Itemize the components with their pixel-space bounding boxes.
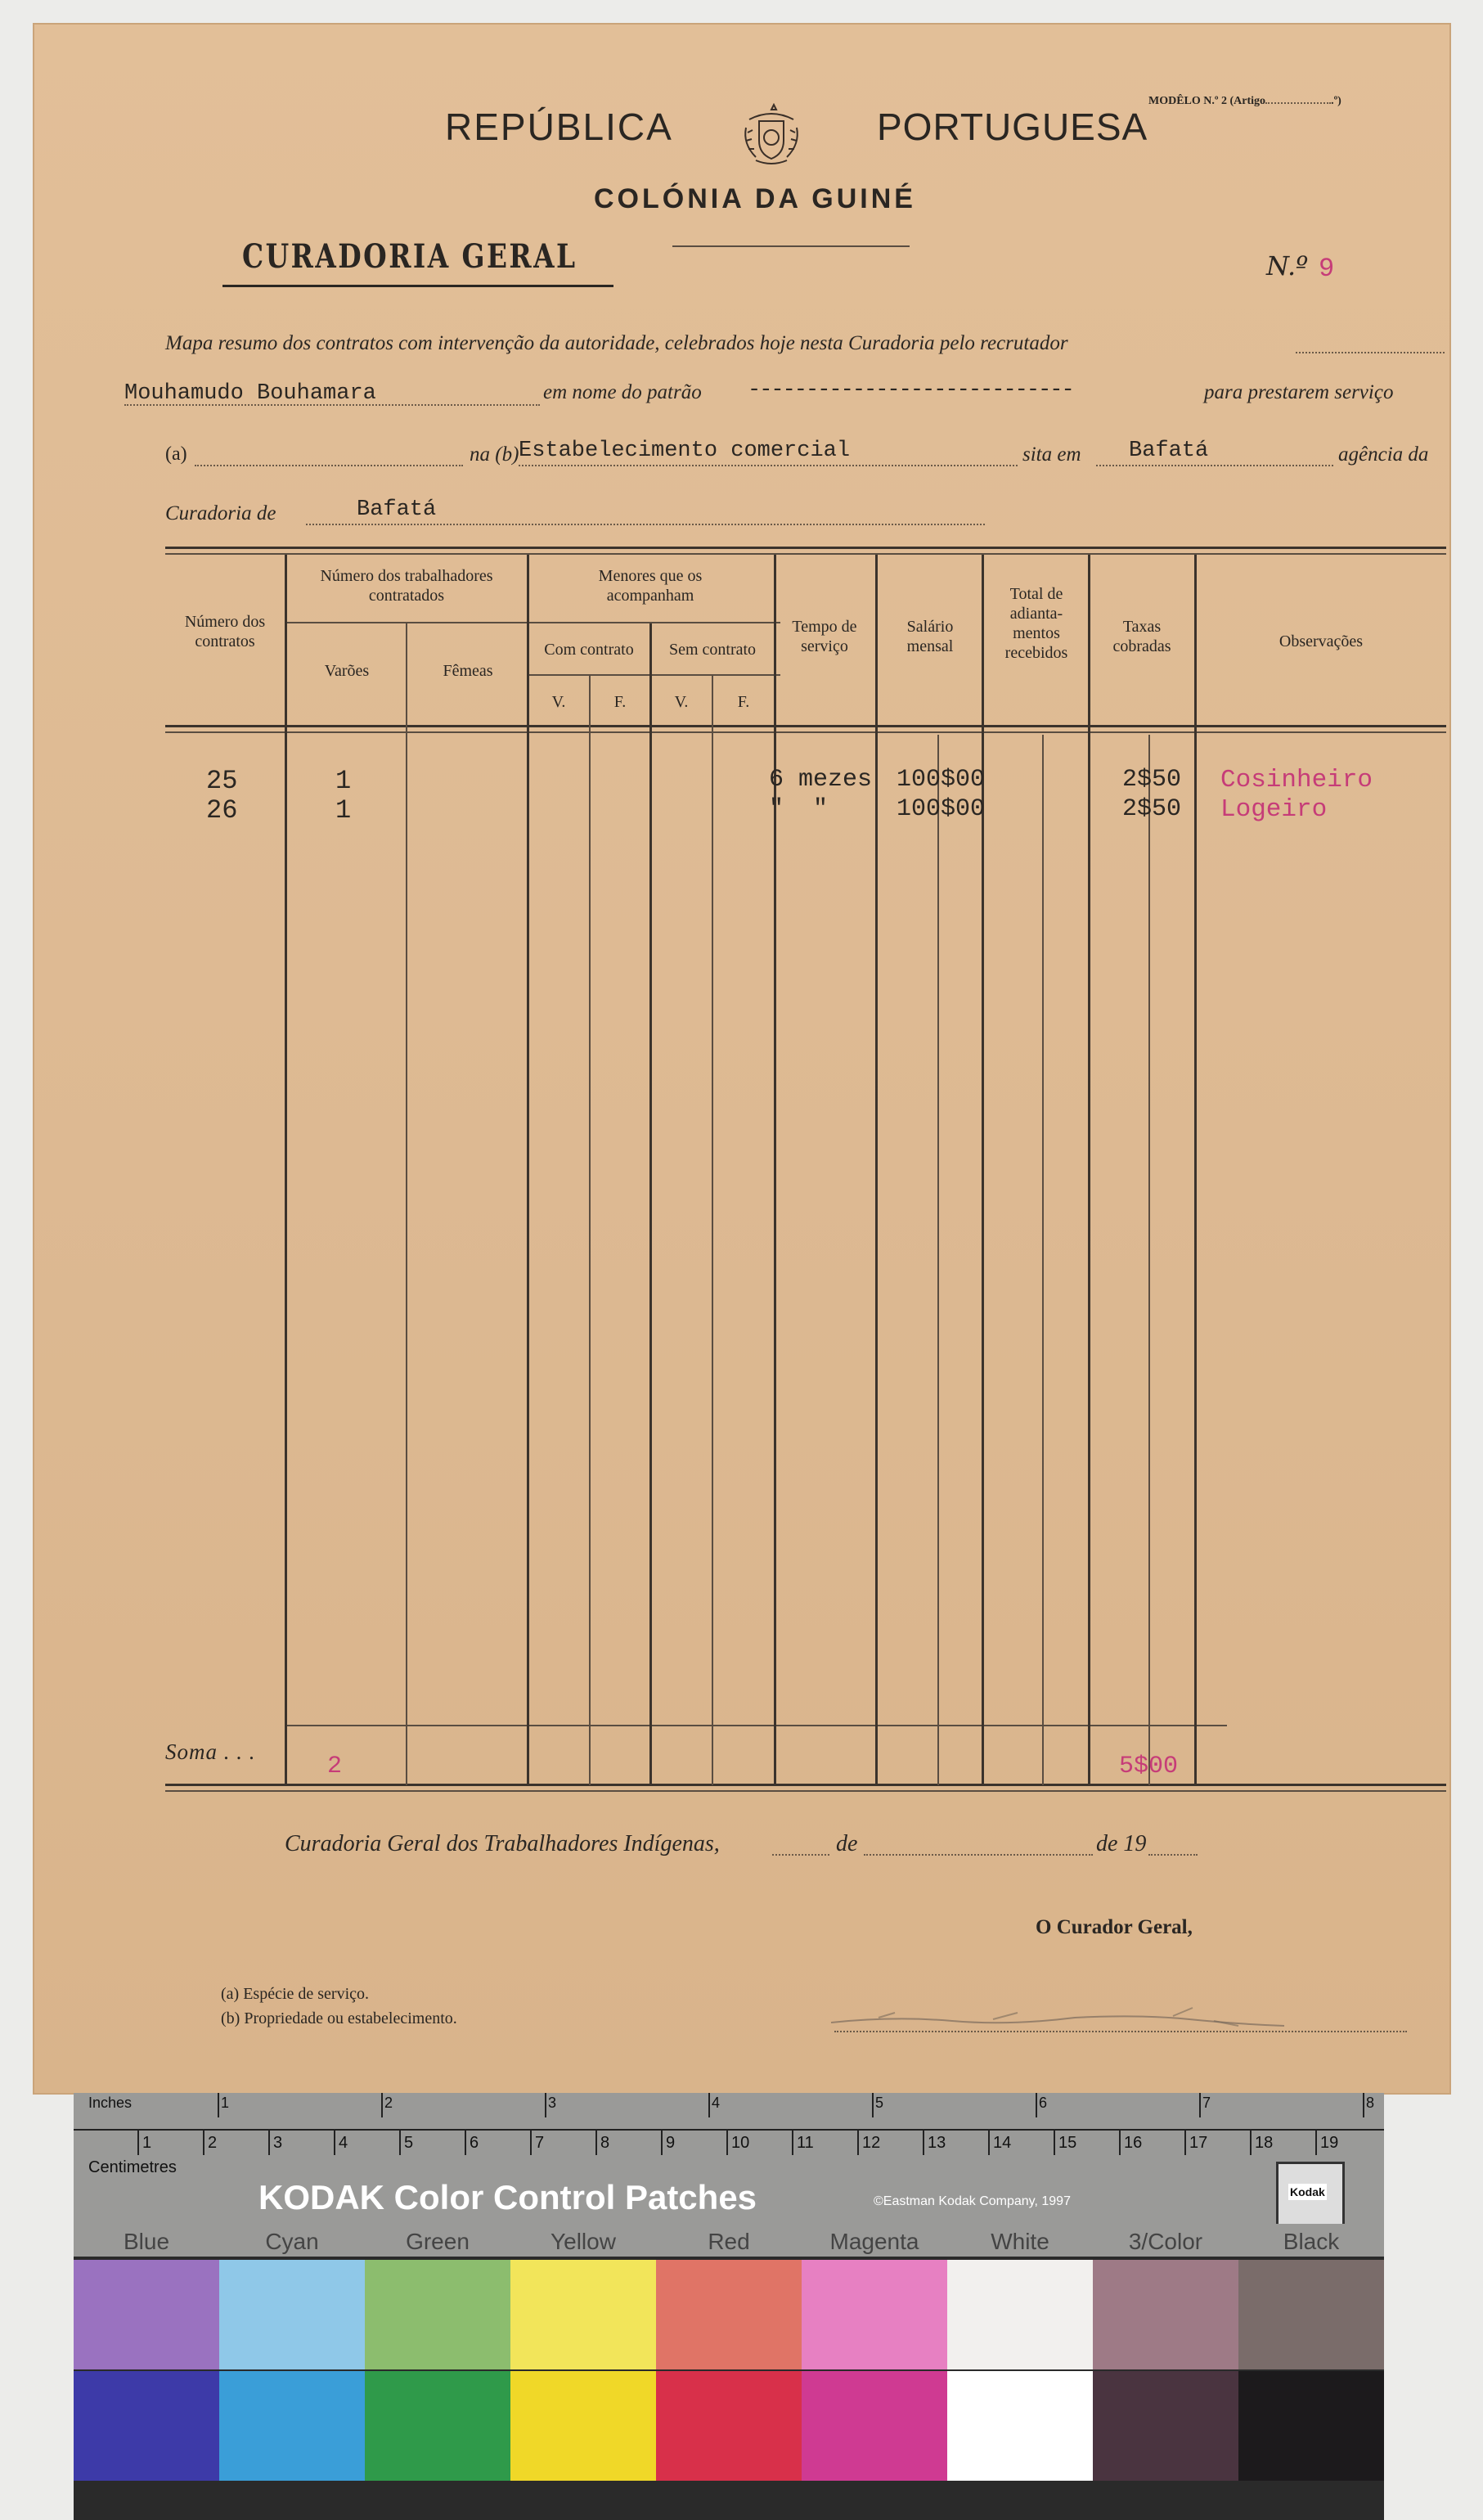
patch-label-white: White (991, 2229, 1049, 2254)
cm-tick (268, 2131, 270, 2155)
cm-tick (530, 2131, 532, 2155)
header-divider (672, 245, 910, 247)
inch-number-8: 8 (1366, 2095, 1375, 2111)
row2-varoes: 1 (335, 795, 352, 826)
cm-tick (1054, 2131, 1055, 2155)
cm-tick (1184, 2131, 1186, 2155)
inch-number-3: 3 (548, 2095, 557, 2111)
inch-tick (1363, 2093, 1364, 2117)
row1-tempo: 6 mezes (769, 766, 873, 794)
cm-tick (988, 2131, 990, 2155)
soma-taxas: 5$00 (1119, 1753, 1179, 1780)
table-top-rule-2 (165, 553, 1446, 555)
color-patch-top-9 (1238, 2260, 1384, 2369)
patch-label-black: Black (1283, 2229, 1340, 2254)
row1-taxas: 2$50 (1122, 766, 1182, 794)
color-patch-top-7 (947, 2260, 1093, 2369)
color-patch-top-4 (510, 2260, 656, 2369)
color-patch-top-1 (74, 2260, 219, 2369)
inch-number-1: 1 (221, 2095, 230, 2111)
inch-number-2: 2 (384, 2095, 393, 2111)
cm-tick (334, 2131, 335, 2155)
curadoria-de-label: Curadoria de (165, 502, 276, 524)
header-taxas: Taxas cobradas (1112, 618, 1171, 655)
numero-label: N.º (1266, 250, 1309, 281)
modelo-end: .º) (1331, 95, 1341, 107)
row2-tempo: " " (769, 795, 829, 823)
header-total: Total de adianta-mentos recebidos (1004, 585, 1068, 662)
cm-number-7: 7 (535, 2134, 545, 2152)
soma-varoes: 2 (327, 1753, 343, 1780)
col-divider-8 (875, 555, 878, 1785)
patch-label-yellow: Yellow (551, 2229, 616, 2254)
modelo-text: MODÊLO N.º 2 (Artigo (1148, 95, 1266, 107)
color-patch-bottom-1 (74, 2371, 219, 2481)
estabelecimento-value: Estabelecimento comercial (519, 439, 851, 463)
cm-number-8: 8 (600, 2134, 610, 2152)
kodak-logo-icon (1276, 2162, 1345, 2229)
color-patch-top-3 (365, 2260, 510, 2369)
inch-tick (381, 2093, 383, 2117)
ruler-divider (74, 2129, 1384, 2131)
cm-tick (857, 2131, 859, 2155)
kodak-title: KODAK Color Control Patches (258, 2178, 757, 2216)
cm-tick (726, 2131, 728, 2155)
cm-number-5: 5 (404, 2134, 414, 2152)
cm-number-2: 2 (208, 2134, 218, 2152)
col-divider-2 (406, 623, 407, 1785)
cm-number-17: 17 (1189, 2134, 1208, 2152)
patch-label-red: Red (708, 2229, 750, 2254)
row1-salario: 100$00 (897, 766, 986, 794)
footer-dotline-3 (1148, 1854, 1198, 1856)
cm-tick (792, 2131, 793, 2155)
title-underline (222, 285, 613, 287)
agencia-label: agência da (1338, 443, 1429, 466)
soma-top-rule (286, 1725, 1227, 1726)
cm-number-4: 4 (339, 2134, 348, 2152)
cm-tick (137, 2131, 139, 2155)
recrutador-name: Mouhamudo Bouhamara (124, 381, 376, 406)
signature-scribble (829, 1993, 1288, 2042)
inch-number-4: 4 (712, 2095, 721, 2111)
cm-number-14: 14 (993, 2134, 1012, 2152)
inch-tick (545, 2093, 546, 2117)
color-patch-bottom-6 (802, 2371, 947, 2481)
document-page (33, 23, 1451, 2095)
cm-number-15: 15 (1058, 2134, 1077, 2152)
inch-tick (1199, 2093, 1201, 2117)
modelo-label (1148, 95, 1341, 108)
portuguesa-title: PORTUGUESA (877, 106, 1148, 148)
header-tempo: Tempo de serviço (792, 618, 857, 655)
col-divider-5 (649, 623, 652, 1785)
sita-em-label: sita em (1022, 443, 1081, 466)
header-f1: F. (613, 693, 627, 711)
cm-tick (465, 2131, 466, 2155)
color-patch-top-6 (802, 2260, 947, 2369)
cm-number-9: 9 (666, 2134, 676, 2152)
color-patch-bottom-8 (1093, 2371, 1238, 2481)
row2-numero: 26 (206, 795, 238, 826)
cm-tick (1315, 2131, 1317, 2155)
inch-tick (1036, 2093, 1037, 2117)
patch-label-green: Green (406, 2229, 470, 2254)
col-divider-9 (982, 555, 984, 1785)
cm-tick (661, 2131, 663, 2155)
header-sem-contrato: Sem contrato (668, 641, 757, 659)
row1-varoes: 1 (335, 766, 352, 796)
cm-number-13: 13 (928, 2134, 946, 2152)
row1-obs: Cosinheiro (1220, 766, 1373, 794)
kodak-copyright: ©Eastman Kodak Company, 1997 (874, 2194, 1071, 2208)
recrutador-dotline (1296, 352, 1445, 353)
inches-label: Inches (88, 2095, 133, 2111)
cm-number-19: 19 (1320, 2134, 1339, 2152)
cm-number-1: 1 (142, 2134, 152, 2152)
header-v1: V. (551, 693, 566, 711)
menores-sub-rule (527, 674, 780, 676)
color-patch-top-5 (656, 2260, 802, 2369)
col-divider-8b (937, 735, 939, 1785)
col-divider-1 (285, 555, 287, 1785)
inch-tick (872, 2093, 874, 2117)
cm-number-18: 18 (1255, 2134, 1274, 2152)
patch-label-magenta: Magenta (829, 2229, 919, 2254)
form-line-1: Mapa resumo dos contratos com intervenção da autoridade, celebrados hoje nesta Curadoria pelo recrutador (165, 332, 1068, 354)
curador-geral-label: O Curador Geral, (1036, 1916, 1193, 1938)
patch-label-blue: Blue (123, 2229, 170, 2254)
cm-number-11: 11 (797, 2134, 814, 2152)
inch-tick (218, 2093, 219, 2117)
patches-top-row (74, 2260, 1384, 2369)
header-observacoes: Observações (1279, 632, 1364, 650)
col-divider-10 (1088, 555, 1090, 1785)
local-value: Bafatá (1129, 439, 1209, 463)
header-f2: F. (737, 693, 750, 711)
numero-value: 9 (1319, 254, 1335, 284)
patch-labels-row (74, 2224, 1384, 2257)
colonia-title: COLÓNIA DA GUINÉ (594, 183, 916, 214)
header-varoes: Varões (324, 662, 370, 680)
row1-numero: 25 (206, 766, 238, 796)
col-divider-7 (774, 555, 776, 1785)
col-divider-9b (1042, 735, 1044, 1785)
subheader-rule (286, 622, 780, 623)
table-bottom-rule-2 (165, 1790, 1446, 1792)
col-divider-4 (589, 676, 591, 1785)
cm-tick (203, 2131, 204, 2155)
table-header-bottom-rule (165, 725, 1446, 727)
republica-title: REPÚBLICA (445, 106, 673, 148)
cm-number-6: 6 (470, 2134, 479, 2152)
footer-dotline-2 (864, 1854, 1093, 1856)
curadoria-geral-title: CURADORIA GERAL (242, 237, 577, 276)
curadoria-local-value: Bafatá (357, 497, 437, 522)
cm-tick (595, 2131, 597, 2155)
patrao-dashes: ---------------------------- (748, 378, 1073, 403)
para-prestarem-label: para prestarem serviço (1204, 381, 1394, 403)
inch-number-6: 6 (1039, 2095, 1048, 2111)
cm-number-3: 3 (273, 2134, 283, 2152)
local-dotline (1096, 465, 1333, 466)
color-patch-top-2 (219, 2260, 365, 2369)
coat-of-arms-emblem (741, 103, 802, 169)
row2-salario: 100$00 (897, 795, 986, 823)
patches-bottom-row (74, 2371, 1384, 2481)
header-numero: Número dos contratos (184, 613, 266, 650)
em-nome-label: em nome do patrão (543, 381, 702, 403)
header-trabalhadores: Número dos trabalhadores contratados (320, 567, 493, 605)
kodak-logo-text: Kodak (1290, 2185, 1325, 2198)
table-header-bottom-rule-2 (165, 731, 1446, 733)
footer-de-19: de 19 (1096, 1831, 1147, 1856)
color-patch-top-8 (1093, 2260, 1238, 2369)
patch-label-cyan: Cyan (265, 2229, 319, 2254)
footer-de-1: de (836, 1831, 858, 1856)
note-a: (a) Espécie de serviço. (221, 1985, 370, 2003)
patch-label-3-color: 3/Color (1128, 2229, 1203, 2254)
na-b-label: na (b) (470, 443, 519, 466)
estabelecimento-dotline (519, 465, 1018, 466)
cm-number-16: 16 (1124, 2134, 1143, 2152)
table-top-rule (165, 547, 1446, 549)
row2-obs: Logeiro (1220, 795, 1328, 824)
a-label: (a) (165, 443, 187, 465)
cm-tick (1250, 2131, 1252, 2155)
header-menores: Menores que os acompanham (598, 567, 703, 605)
col-divider-6 (712, 676, 713, 1785)
cm-tick (399, 2131, 401, 2155)
a-dotline (195, 465, 463, 466)
signature-dotline (834, 2031, 1407, 2032)
cm-tick (923, 2131, 924, 2155)
color-patch-bottom-2 (219, 2371, 365, 2481)
curadoria-local-dotline (306, 524, 985, 525)
color-patch-bottom-7 (947, 2371, 1093, 2481)
cm-number-12: 12 (862, 2134, 881, 2152)
cm-tick (1119, 2131, 1121, 2155)
col-divider-3 (527, 555, 529, 1785)
color-patch-bottom-4 (510, 2371, 656, 2481)
recrutador-line (124, 404, 540, 406)
cm-label: Centimetres (88, 2158, 177, 2176)
table-bottom-rule (165, 1784, 1446, 1786)
footer-dotline-1 (772, 1854, 829, 1856)
note-b: (b) Propriedade ou estabelecimento. (221, 2009, 457, 2027)
header-com-contrato: Com contrato (544, 641, 634, 659)
inch-tick (708, 2093, 710, 2117)
soma-label: Soma . . . (165, 1739, 256, 1764)
header-salario: Salário mensal (906, 618, 954, 655)
inch-number-5: 5 (875, 2095, 884, 2111)
color-patch-bottom-9 (1238, 2371, 1384, 2481)
header-femeas: Fêmeas (443, 662, 493, 680)
cm-number-10: 10 (731, 2134, 750, 2152)
color-patch-bottom-5 (656, 2371, 802, 2481)
row2-taxas: 2$50 (1122, 795, 1182, 823)
kodak-color-control-strip (74, 2093, 1384, 2520)
col-divider-10b (1148, 735, 1150, 1785)
header-v2: V. (674, 693, 689, 711)
footer-curadoria-line: Curadoria Geral dos Trabalhadores Indígenas, (285, 1831, 720, 1856)
inch-number-7: 7 (1202, 2095, 1211, 2111)
col-divider-11 (1194, 555, 1197, 1785)
color-patch-bottom-3 (365, 2371, 510, 2481)
